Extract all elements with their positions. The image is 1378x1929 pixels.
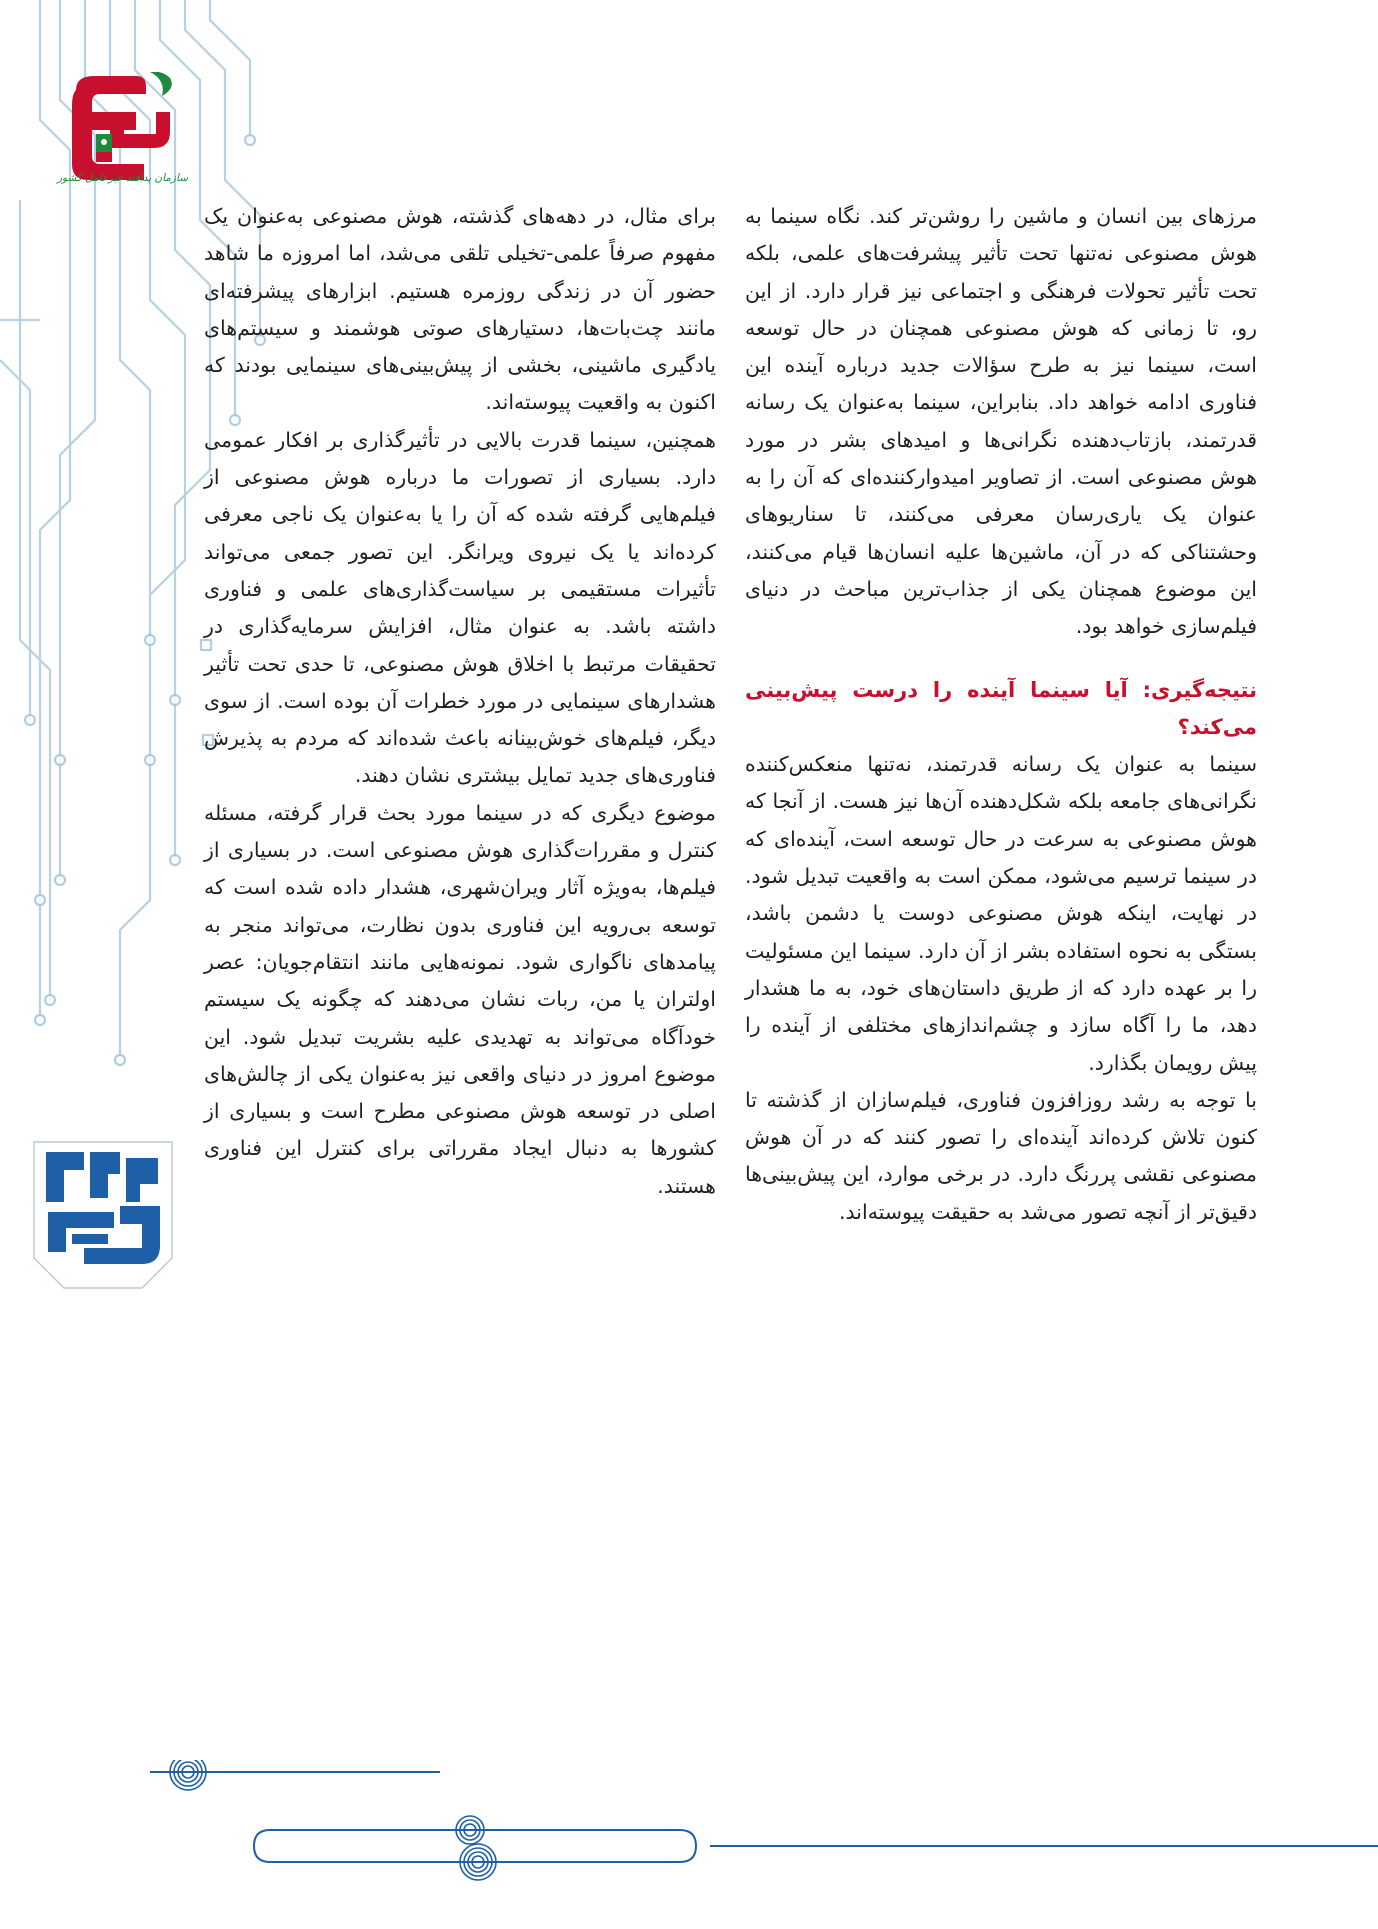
body-paragraph: سینما به عنوان یک رسانه قدرتمند، نه‌تنها منعکس‌کننده نگرانی‌های جامعه بلکه شکل‌دهنده آن‌ها نیز هست. از آنجا که هوش مصنوعی به سرعت در حال توسعه است، آینده‌ای که در سینما ترسیم می‌شود، ممکن است به واقعیت تبدیل شود. در نهایت، اینکه هوش مصنوعی دوست یا دشمن باشد، بستگی به نحوه استفاده بشر از آن دارد. سینما این مسئولیت را بر عهده دارد که از طریق داستان‌های خود، به ما هشدار دهد، ما را آگاه سازد و چشم‌اندازهای مختلفی از آینده را پیش رویمان بگذارد. bbox=[745, 752, 1257, 1075]
body-paragraph: مرزهای بین انسان و ماشین را روشن‌تر کند. نگاه سینما به هوش مصنوعی نه‌تنها تحت تأثیر پیشرفت‌های علمی، بلکه تحت تأثیر تحولات فرهنگی و اجتماعی نیز قرار دارد. از این رو، تا زمانی که هوش مصنوعی همچنان در حال توسعه است، سینما نیز به طرح سؤالات جدید درباره آینده این فناوری ادامه خواهد داد. بنابراین، سینما به‌عنوان یک رسانه قدرتمند، بازتاب‌دهنده نگرانی‌ها و امیدهای بشر در مورد هوش مصنوعی است. از تصاویر امیدوارکننده‌ای که آن را به عنوان یک یاری‌رسان معرفی می‌کنند، تا سناریوهای وحشتناکی که در آن، ماشین‌ها علیه انسان‌ها قیام می‌کنند، این موضوع همچنان یکی از جذاب‌ترین مباحث در دنیای فیلم‌سازی خواهد بود. bbox=[745, 204, 1257, 639]
calligraphy-emblem bbox=[24, 1140, 180, 1290]
section-heading: نتیجه‌گیری: آیا سینما آینده را درست پیش‌بینی می‌کند؟ bbox=[745, 677, 1257, 739]
body-paragraph: موضوع دیگری که در سینما مورد بحث قرار گرفته، مسئله کنترل و مقررات‌گذاری هوش مصنوعی است. در بسیاری از فیلم‌ها، به‌ویژه آثار ویران‌شهری، هشدار داده شده است که توسعه بی‌رویه این فناوری بدون نظارت، می‌تواند منجر به پیامدهای ناگواری شود. نمونه‌هایی مانند انتقام‌جویان: عصر اولتران یا من، ربات نشان می‌دهند که چگونه یک سیستم خودآگاه می‌تواند به تهدیدی علیه بشریت تبدیل شود. این موضوع امروز در دنیای واقعی نیز به‌عنوان یکی از چالش‌های اصلی در توسعه هوش مصنوعی مطرح است و بسیاری از کشورها به دنبال ایجاد مقرراتی برای کنترل این فناوری هستند. bbox=[204, 800, 716, 1198]
passive-defense-logo bbox=[56, 72, 188, 200]
footer-decoration bbox=[140, 1760, 1378, 1920]
article-right-column bbox=[745, 198, 1257, 1231]
article-left-column bbox=[204, 198, 716, 1205]
logo-caption: سازمان پدافند غیرعامل کشور bbox=[56, 172, 188, 184]
body-paragraph: همچنین، سینما قدرت بالایی در تأثیرگذاری بر افکار عمومی دارد. بسیاری از تصورات ما درباره هوش مصنوعی از فیلم‌هایی گرفته شده که آن را یا به‌عنوان یک ناجی معرفی کرده‌اند یا یک نیروی ویرانگر. این تصور جمعی می‌تواند تأثیرات مستقیمی بر سیاست‌گذاری‌های علمی و فناوری داشته باشد. به عنوان مثال، افزایش سرمایه‌گذاری در تحقیقات مرتبط با اخلاق هوش مصنوعی، تا حدی تحت تأثیر هشدارهای سینمایی در مورد خطرات آن بوده است. از سوی دیگر، فیلم‌های خوش‌بینانه باعث شده‌اند که مردم به پذیرش فناوری‌های جدید تمایل بیشتری نشان دهند. bbox=[204, 427, 716, 788]
body-paragraph: با توجه به رشد روزافزون فناوری، فیلم‌سازان از گذشته تا کنون تلاش کرده‌اند آینده‌ای را تصور کنند که در آن هوش مصنوعی نقشی پررنگ دارد. در برخی موارد، این پیش‌بینی‌ها دقیق‌تر از آنچه تصور می‌شد به حقیقت پیوسته‌اند. bbox=[745, 1087, 1257, 1224]
body-paragraph: برای مثال، در دهه‌های گذشته، هوش مصنوعی به‌عنوان یک مفهوم صرفاً علمی-تخیلی تلقی می‌شد، اما امروزه ما شاهد حضور آن در زندگی روزمره هستیم. ابزارهای پیشرفته‌ای مانند چت‌بات‌ها، دستیارهای صوتی هوشمند و سیستم‌های یادگیری ماشینی، بخشی از پیش‌بینی‌های سینمایی بودند که اکنون به واقعیت پیوسته‌اند. bbox=[204, 204, 716, 415]
calligraphy-emblem-icon bbox=[24, 1140, 180, 1290]
